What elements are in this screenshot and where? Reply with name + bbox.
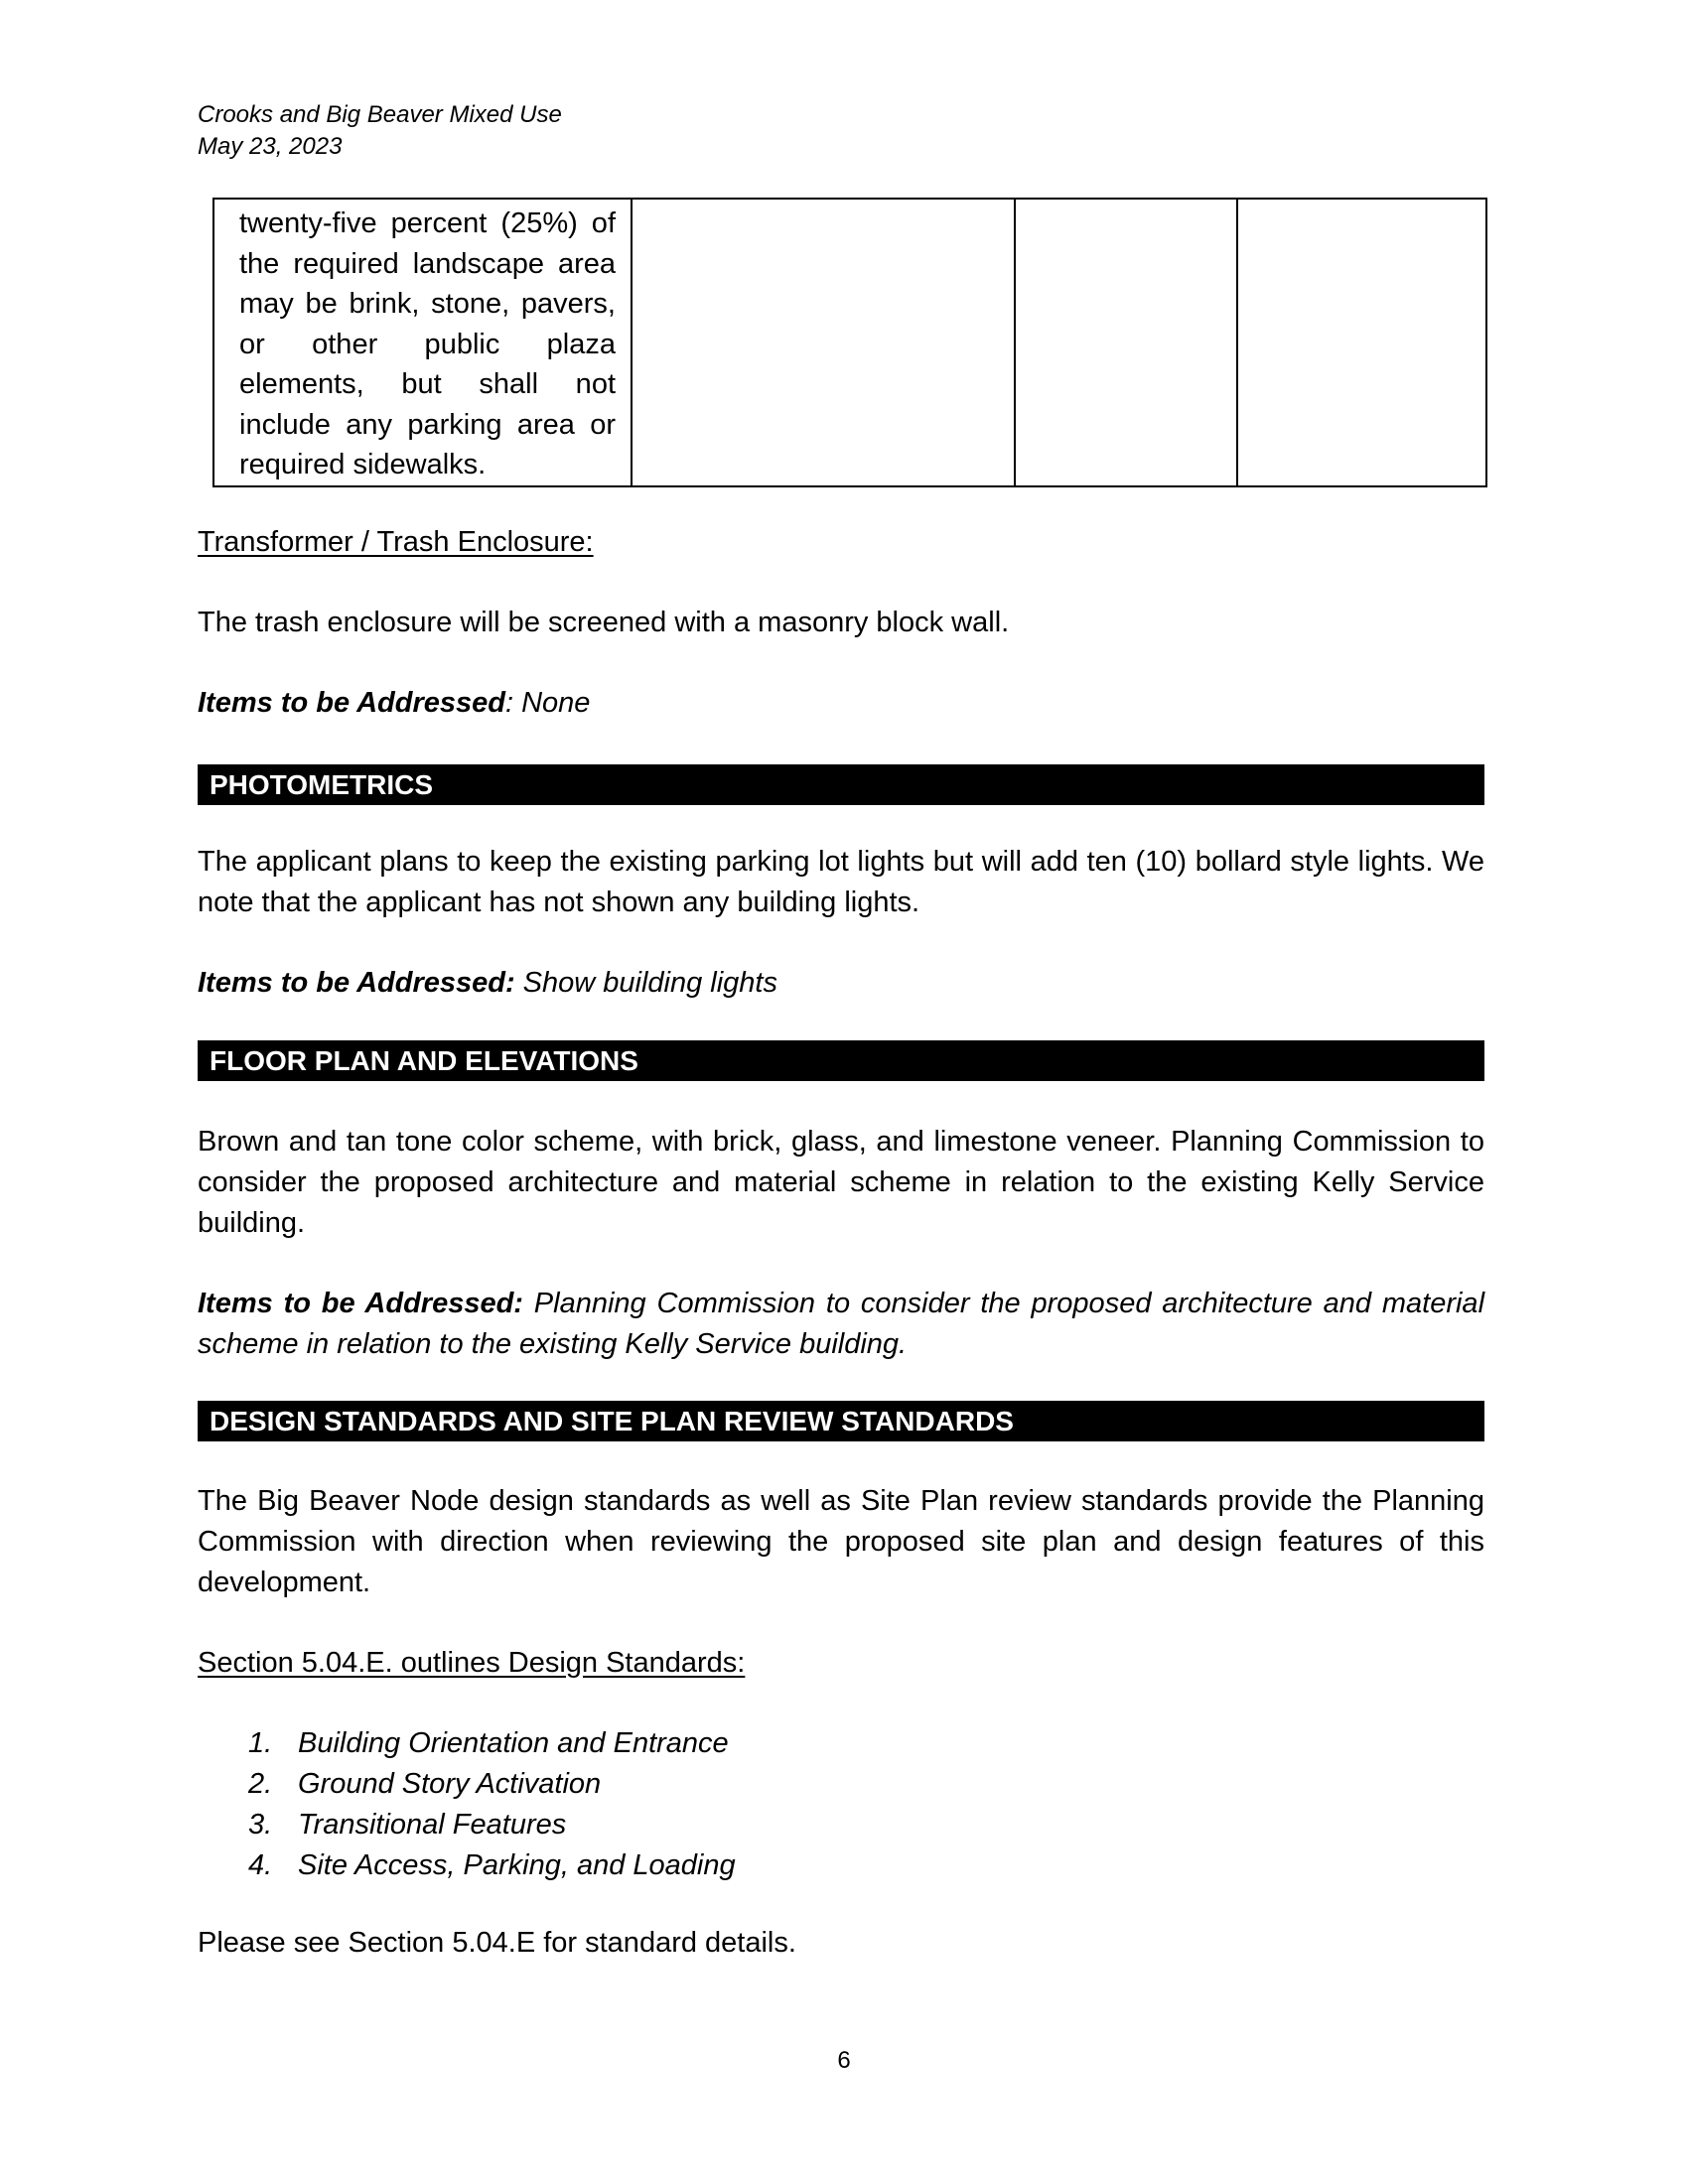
list-item-number: 3. (248, 1809, 273, 1841)
list-item (198, 1805, 736, 1845)
items-value: Show building lights (514, 967, 777, 999)
items-label: Items to be Addressed (198, 687, 505, 719)
list-item-text: Site Access, Parking, and Loading (298, 1849, 736, 1881)
table-cell (1237, 199, 1486, 486)
transformer-items (198, 683, 1484, 724)
list-item-text: Building Orientation and Entrance (298, 1727, 729, 1759)
transformer-heading: Transformer / Trash Enclosure: (198, 526, 594, 558)
design-standards-section-heading: Section 5.04.E. outlines Design Standards: (198, 1647, 746, 1679)
design-standards-closing: Please see Section 5.04.E for standard details. (198, 1927, 796, 1959)
list-item (198, 1764, 736, 1805)
section-bar-floor-plan: FLOOR PLAN AND ELEVATIONS (198, 1040, 1484, 1081)
design-standards-list (198, 1723, 736, 1886)
section-bar-photometrics: PHOTOMETRICS (198, 764, 1484, 805)
table-row (213, 199, 1486, 486)
floor-plan-text: Brown and tan tone color scheme, with brick, glass, and limestone veneer. Planning Commission to consider the proposed architecture and material scheme in relation to the existing Kelly Service building. (198, 1126, 1484, 1239)
list-item (198, 1723, 736, 1764)
table-cell (1015, 199, 1237, 486)
page-number: 6 (837, 2047, 851, 2074)
document-header-title: Crooks and Big Beaver Mixed Use (198, 101, 562, 128)
table-cell-text: twenty-five percent (25%) of the required landscape area may be brink, stone, pavers, or other public plaza elements, but shall not include any parking area or required sidewalks. (239, 207, 616, 480)
list-item-text: Ground Story Activation (298, 1768, 602, 1800)
items-value: Planning Commission to consider the proposed architecture and material scheme in relation to the existing Kelly Service building. (198, 1288, 1485, 1360)
items-value: : None (504, 687, 591, 719)
design-standards-text: The Big Beaver Node design standards as well as Site Plan review standards provide the Planning Commission with direction when reviewing the proposed site plan and design features of this development. (198, 1485, 1484, 1598)
items-label: Items to be Addressed: (198, 1288, 523, 1319)
photometrics-text: The applicant plans to keep the existing parking lot lights but will add ten (10) bollard style lights. We note that the applicant has not shown any building lights. (198, 846, 1484, 918)
document-header-date: May 23, 2023 (198, 133, 343, 160)
list-item-number: 1. (248, 1727, 273, 1759)
list-item-text: Transitional Features (298, 1809, 567, 1841)
list-item-number: 2. (248, 1768, 273, 1800)
floor-plan-items (198, 1284, 1484, 1365)
list-item (198, 1845, 736, 1886)
photometrics-items (198, 963, 1484, 1004)
items-label: Items to be Addressed: (198, 967, 515, 999)
continuation-table (212, 198, 1487, 487)
section-bar-design-standards: DESIGN STANDARDS AND SITE PLAN REVIEW STANDARDS (198, 1401, 1484, 1441)
table-cell (213, 199, 632, 486)
list-item-number: 4. (248, 1849, 273, 1881)
transformer-text: The trash enclosure will be screened with a masonry block wall. (198, 607, 1010, 638)
table-cell (632, 199, 1015, 486)
